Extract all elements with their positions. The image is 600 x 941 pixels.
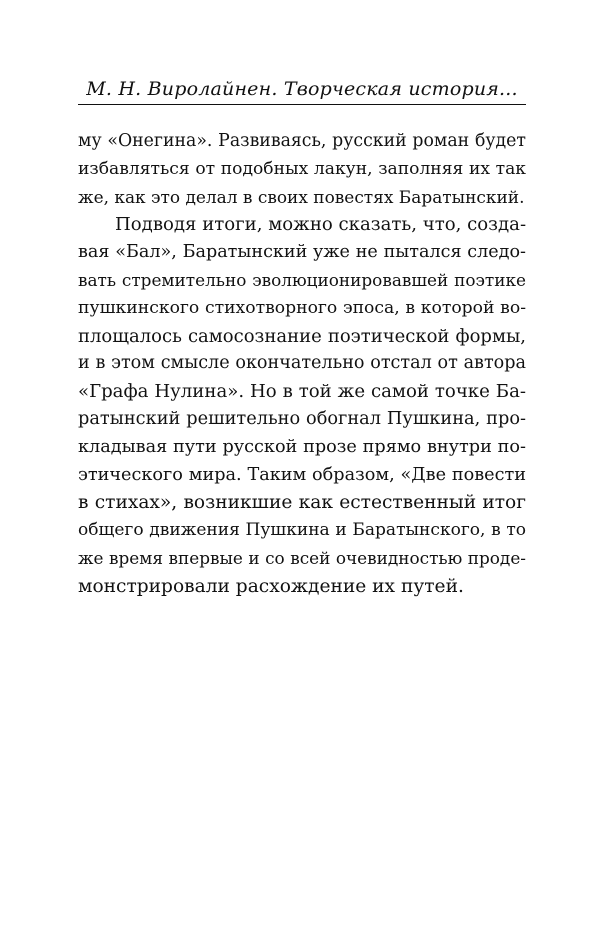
text-line: же время впервые и со всей очевидностью продe- (78, 547, 526, 568)
text-line: пушкинского стихотворного эпоса, в которой во- (78, 297, 526, 318)
text-line: му «Онегина». Развиваясь, русский роман будет (78, 131, 526, 151)
running-head: М. Н. Виролайнен. Творческая история... (86, 78, 518, 100)
text-line: Подводя итоги, можно сказать, что, созда- (115, 214, 527, 236)
text-line: кладывая пути русской прозе прямо внутри по- (78, 436, 526, 457)
text-line: ратынский решительно обогнал Пушкина, про- (78, 408, 526, 429)
paragraph-2 (78, 211, 526, 600)
text-line: вать стремительно эволюционировавшей поэтике (78, 269, 526, 290)
text-line: избавляться от подобных лакун, заполняя их так (78, 158, 526, 179)
header-rule (78, 104, 526, 105)
text-line: площалось самосознание поэтической формы, (78, 325, 526, 347)
text-line: «Графа Нулина». Но в той же самой точке Ба- (78, 381, 526, 403)
text-line: же, как это делал в своих повестях Баратынский. (78, 186, 525, 207)
text-line: вая «Бал», Баратынский уже не пытался следо- (78, 242, 526, 263)
text-line: общего движения Пушкина и Баратынского, в то (78, 520, 526, 541)
text-line: и в этом смысле окончательно отстал от автора (78, 353, 526, 374)
text-line: монстрировали расхождение их путей. (78, 575, 464, 597)
text-line: этического мира. Таким образом, «Две повести (78, 464, 526, 485)
text-line: в стихах», возникшие как естественный итог (78, 492, 526, 514)
body-text (78, 128, 526, 601)
paragraph-1 (78, 128, 526, 211)
